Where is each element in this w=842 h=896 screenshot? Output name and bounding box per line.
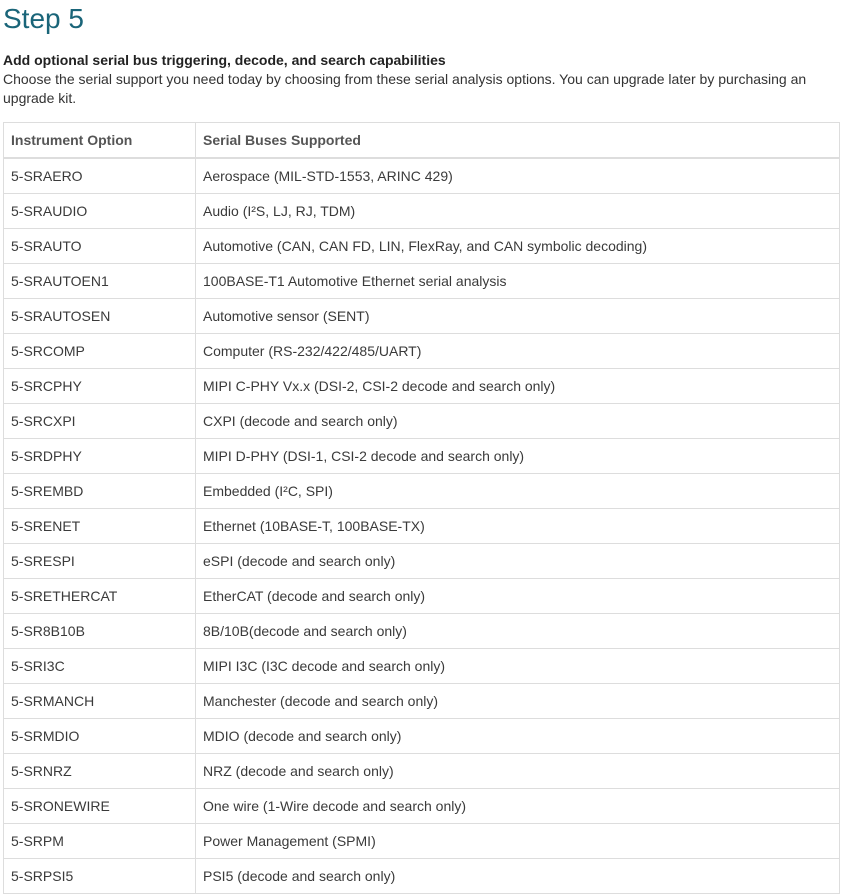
buses-cell: MIPI D-PHY (DSI-1, CSI-2 decode and search only) [196,439,840,474]
buses-cell: One wire (1-Wire decode and search only) [196,789,840,824]
buses-cell: 100BASE-T1 Automotive Ethernet serial analysis [196,264,840,299]
table-row [4,719,840,754]
option-cell: 5-SR8B10B [4,614,196,649]
option-cell: 5-SRENET [4,509,196,544]
table-row [4,158,840,194]
buses-cell: Ethernet (10BASE-T, 100BASE-TX) [196,509,840,544]
option-cell: 5-SRAUTOEN1 [4,264,196,299]
table-row [4,649,840,684]
buses-cell: MIPI I3C (I3C decode and search only) [196,649,840,684]
option-cell: 5-SRMDIO [4,719,196,754]
option-cell: 5-SREMBD [4,474,196,509]
table-row [4,614,840,649]
buses-cell: Aerospace (MIL-STD-1553, ARINC 429) [196,158,840,194]
buses-cell: MDIO (decode and search only) [196,719,840,754]
option-cell: 5-SRETHERCAT [4,579,196,614]
table-row [4,229,840,264]
table-row [4,544,840,579]
option-cell: 5-SRMANCH [4,684,196,719]
buses-cell: PSI5 (decode and search only) [196,859,840,894]
buses-cell: eSPI (decode and search only) [196,544,840,579]
table-row [4,439,840,474]
intro-text: Choose the serial support you need today by choosing from these serial analysis options. You can upgrade later by purchasing an upgrade kit. [3,71,807,106]
serial-options-table [3,122,840,894]
table-row [4,194,840,229]
option-cell: 5-SRCPHY [4,369,196,404]
table-row [4,789,840,824]
option-cell: 5-SRONEWIRE [4,789,196,824]
table-row [4,334,840,369]
buses-cell: Automotive (CAN, CAN FD, LIN, FlexRay, and CAN symbolic decoding) [196,229,840,264]
section-subheading: Add optional serial bus triggering, decode, and search capabilities [3,52,446,68]
table-row [4,684,840,719]
option-cell: 5-SRI3C [4,649,196,684]
header-instrument-option: Instrument Option [4,123,196,159]
option-cell: 5-SRCOMP [4,334,196,369]
table-row [4,859,840,894]
option-cell: 5-SRAUTO [4,229,196,264]
buses-cell: NRZ (decode and search only) [196,754,840,789]
option-cell: 5-SRAUDIO [4,194,196,229]
buses-cell: EtherCAT (decode and search only) [196,579,840,614]
buses-cell: Audio (I²S, LJ, RJ, TDM) [196,194,840,229]
header-serial-buses-supported: Serial Buses Supported [196,123,840,159]
option-cell: 5-SRPM [4,824,196,859]
table-row [4,509,840,544]
buses-cell: Embedded (I²C, SPI) [196,474,840,509]
option-cell: 5-SRAUTOSEN [4,299,196,334]
buses-cell: Computer (RS-232/422/485/UART) [196,334,840,369]
table-header-row [4,123,840,159]
buses-cell: 8B/10B(decode and search only) [196,614,840,649]
table-row [4,754,840,789]
buses-cell: MIPI C-PHY Vx.x (DSI-2, CSI-2 decode and search only) [196,369,840,404]
option-cell: 5-SRNRZ [4,754,196,789]
option-cell: 5-SRDPHY [4,439,196,474]
step-title: Step 5 [3,3,84,34]
table-row [4,579,840,614]
buses-cell: Power Management (SPMI) [196,824,840,859]
buses-cell: CXPI (decode and search only) [196,404,840,439]
table-row [4,824,840,859]
option-cell: 5-SRPSI5 [4,859,196,894]
option-cell: 5-SRCXPI [4,404,196,439]
table-row [4,369,840,404]
option-cell: 5-SRESPI [4,544,196,579]
table-row [4,299,840,334]
table-row [4,474,840,509]
table-row [4,264,840,299]
table-row [4,404,840,439]
option-cell: 5-SRAERO [4,158,196,194]
buses-cell: Manchester (decode and search only) [196,684,840,719]
buses-cell: Automotive sensor (SENT) [196,299,840,334]
